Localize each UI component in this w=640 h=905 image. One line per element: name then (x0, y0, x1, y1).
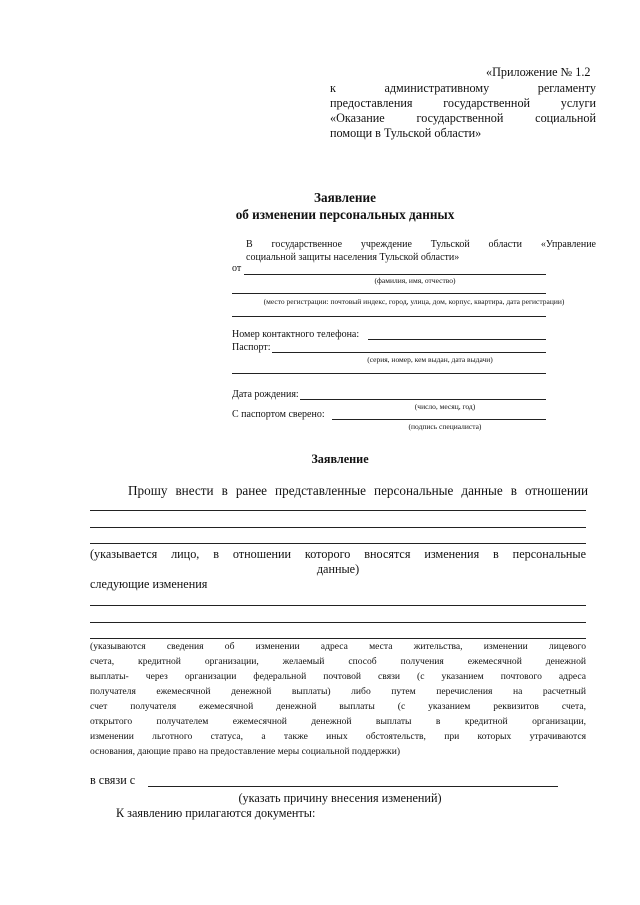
changes-caption: выплаты- через организации федеральной почтовой связи (с указанием почтового адреса (90, 671, 586, 682)
person-line-1[interactable] (90, 510, 586, 511)
changes-line-3[interactable] (90, 638, 586, 639)
changes-label: следующие изменения (90, 577, 208, 591)
changes-caption: счета, кредитной организации, желаемый способ получения ежемесячной денежной (90, 656, 586, 667)
statement-heading: Заявление (311, 452, 369, 466)
appendix-line: «Оказание государственной социальной (330, 111, 596, 125)
changes-caption: получателя ежемесячной денежной выплаты) либо путем перечисления на расчетный (90, 686, 586, 697)
document-subtitle: об изменении персональных данных (235, 207, 455, 222)
reason-label: в связи с (90, 773, 136, 787)
registration-line[interactable] (232, 293, 546, 294)
changes-caption: основания, дающие право на предоставление меры социальной поддержки) (90, 746, 401, 757)
registration-line-2[interactable] (232, 316, 546, 317)
passport-caption: (серия, номер, кем выдан, дата выдачи) (367, 355, 493, 364)
verified-caption: (подпись специалиста) (408, 422, 482, 431)
reason-line[interactable] (148, 786, 558, 787)
passport-line[interactable] (272, 352, 546, 353)
phone-label: Номер контактного телефона: (232, 329, 360, 340)
person-caption: данные) (316, 562, 360, 576)
birthdate-caption: (число, месяц, год) (414, 402, 476, 411)
addressee-line: В государственное учреждение Тульской области «Управление (246, 239, 596, 250)
person-line-3[interactable] (90, 543, 586, 544)
changes-caption: (указываются сведения об изменении адреса места жительства, изменении лицевого (90, 641, 586, 652)
fio-caption: (фамилия, имя, отчество) (374, 276, 456, 285)
person-line-2[interactable] (90, 527, 586, 528)
document-title: Заявление (314, 190, 376, 205)
changes-caption: изменении льготного статуса, а также иных обстоятельств, при которых утрачиваются (90, 731, 586, 742)
appendix-line: предоставления государственной услуги (330, 96, 596, 110)
appendix-line: к административному регламенту (330, 81, 596, 95)
fio-line[interactable] (244, 274, 546, 275)
appendix-title: «Приложение № 1.2 (486, 65, 591, 79)
request-text: Прошу внести в ранее представленные персональные данные в отношении (128, 483, 588, 498)
attachments-label: К заявлению прилагаются документы: (116, 806, 316, 820)
passport-line-2[interactable] (232, 373, 546, 374)
person-caption: (указывается лицо, в отношении которого вносятся изменения в персональные (90, 547, 586, 561)
changes-line-1[interactable] (90, 605, 586, 606)
changes-line-2[interactable] (90, 622, 586, 623)
verified-label: С паспортом сверено: (232, 409, 325, 420)
changes-caption: открытого получателем ежемесячной денежной выплаты в кредитной организации, (90, 716, 586, 727)
phone-line[interactable] (368, 339, 546, 340)
appendix-line: помощи в Тульской области» (330, 126, 482, 140)
addressee-line: социальной защиты населения Тульской области» (246, 252, 460, 263)
birthdate-label: Дата рождения: (232, 389, 299, 400)
changes-caption: счет получателя ежемесячной денежной выплаты (с указанием реквизитов счета, (90, 701, 586, 712)
passport-label: Паспорт: (232, 342, 271, 353)
verified-line[interactable] (332, 419, 546, 420)
from-label: от (232, 263, 242, 274)
registration-caption: (место регистрации: почтовый индекс, город, улица, дом, корпус, квартира, дата регистрации) (263, 297, 565, 306)
birthdate-line[interactable] (300, 399, 546, 400)
reason-caption: (указать причину внесения изменений) (238, 791, 442, 805)
